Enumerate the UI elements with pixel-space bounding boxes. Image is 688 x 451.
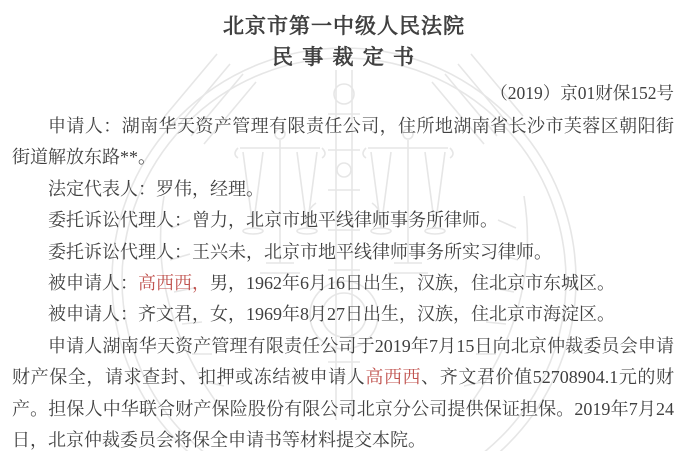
paragraph-text: 申请人：湖南华天资产管理有限责任公司，住所地湖南省长沙市芙蓉区朝阳街街道解放东路**。 bbox=[12, 116, 674, 168]
party-name-highlighted: 高西西 bbox=[365, 367, 422, 388]
paragraph bbox=[12, 111, 674, 174]
paragraph-text: 被申请人： bbox=[48, 273, 138, 294]
document-title: 民 事 裁 定 书 bbox=[272, 45, 416, 69]
paragraph-text: 男，1962年6月16日出生，汉族，住北京市东城区。 bbox=[210, 273, 615, 294]
party-name-highlighted: 高西西， bbox=[138, 273, 210, 294]
paragraph-text: 申请人湖南华天资产管理有限责任公司于2019年7月15日向北京仲裁委员会申请财产保全，请求查封、扣押或冻结被申请人 bbox=[12, 335, 674, 388]
paragraph-text: 法定代表人：罗伟，经理。 bbox=[48, 178, 264, 199]
paragraph bbox=[12, 299, 674, 330]
paragraph bbox=[12, 205, 674, 236]
paragraph-text: 委托诉讼代理人：王兴未，北京市地平线律师事务所实习律师。 bbox=[48, 241, 552, 262]
document-body bbox=[0, 111, 688, 451]
court-name-heading: 北京市第一中级人民法院 bbox=[223, 14, 465, 38]
paragraph bbox=[12, 237, 674, 268]
paragraph bbox=[12, 268, 674, 299]
case-number: （2019）京01财保152号 bbox=[490, 83, 674, 103]
paragraph-text: 、齐文君价值52708904.1元的财产。担保人中华联合财产保险股份有限公司北京分公司提供保证担保。2019年7月24日，北京仲裁委员会将保全申请书等材料提交本院。 bbox=[12, 367, 675, 451]
paragraph bbox=[12, 331, 674, 451]
paragraph-text: 被申请人：齐文君，女，1969年8月27日出生，汉族，住北京市海淀区。 bbox=[48, 304, 615, 325]
paragraph-text: 委托诉讼代理人：曾力，北京市地平线律师事务所律师。 bbox=[48, 210, 498, 231]
paragraph bbox=[12, 174, 674, 205]
